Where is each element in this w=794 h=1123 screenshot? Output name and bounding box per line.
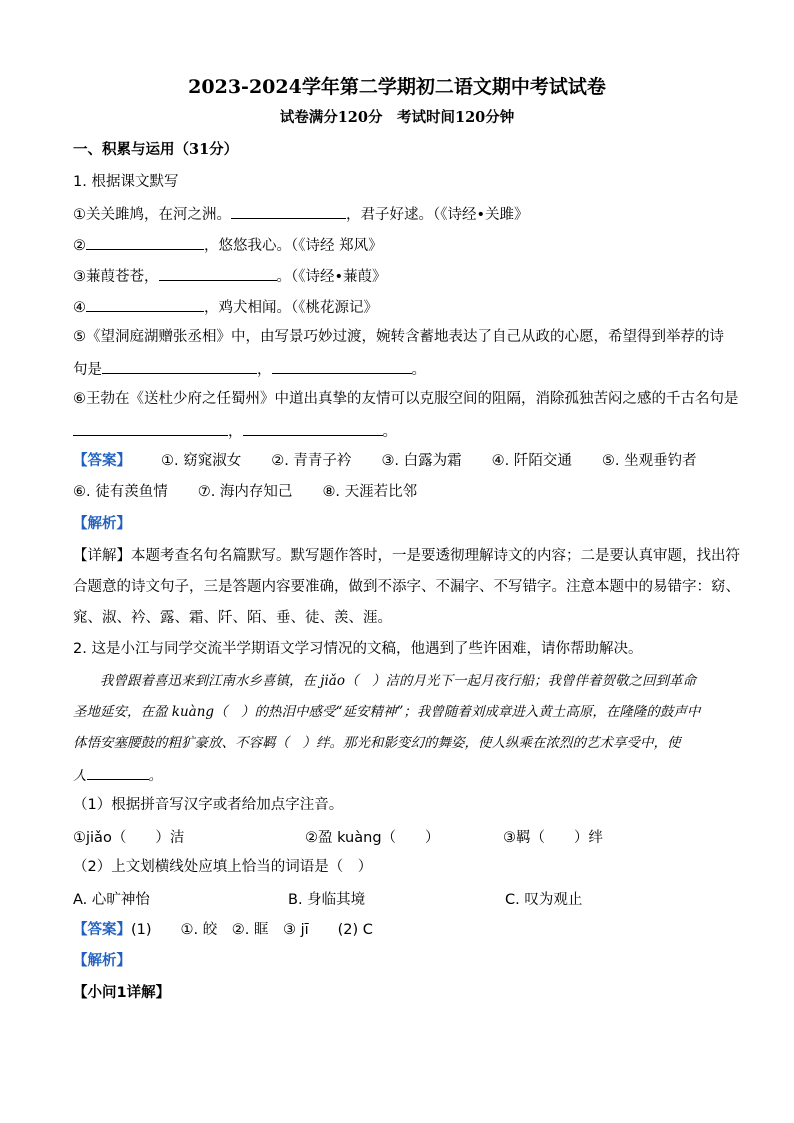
passage-line-1: 我曾跟着喜迅来到江南水乡喜镇，在 jiǎo（ ）洁的月光下一起月夜行船；我曾伴着贺敬之回到革命 — [100, 673, 696, 689]
answer-item: ③. 白露为霜 — [381, 453, 462, 469]
answer-item: ⑤. 坐观垂钓者 — [601, 453, 697, 469]
question-1-line-4: ④ ，鸡犬相闻。（《桃花源记》 — [73, 296, 378, 318]
question-1-line-6: ⑥王勃在《送杜少府之任蜀州》中道出真挚的友情可以克服空间的阻隔，消除孤独苦闷之感的千古名句是 — [73, 391, 739, 407]
question-1-line-5: ⑤《望洞庭湖赠张丞相》中，由写景巧妙过渡，婉转含蓄地表达了自己从政的心愿，希望得到举荐的诗 — [73, 329, 724, 345]
detail-line-3: 窕、淑、衿、露、霜、阡、陌、垂、徒、羡、涯。 — [73, 610, 392, 626]
sub-item-1: ①jiǎo（ ）洁 — [73, 830, 185, 846]
question-1-stem: 1. 根据课文默写 — [73, 174, 179, 190]
answer-item: ⑥. 徒有羡鱼情 — [73, 484, 168, 500]
section-heading: 一、积累与运用（31分） — [73, 141, 239, 158]
passage-line-3: 体悟安塞腰鼓的粗犷豪放、不容羁（ ）绊。那光和影变幻的舞姿，使人纵乘在浓烈的艺术享受中，使 — [73, 735, 681, 751]
page-subtitle: 试卷满分120分 考试时间120分钟 — [279, 109, 515, 126]
analysis-tag: 【解析】 — [73, 516, 131, 532]
answer-tag: 【答案】 — [73, 453, 131, 469]
answer-item: ⑧. 天涯若比邻 — [322, 484, 418, 500]
page-title: 2023-2024学年第二学期初二语文期中考试试卷 — [188, 76, 606, 98]
sub-item-3: ③羁（ ）绊 — [503, 830, 603, 846]
sub-question-1: （1）根据拼音写汉字或者给加点字注音。 — [73, 797, 344, 813]
detail-line-2: 合题意的诗文句子，三是答题内容要准确，做到不添字、不漏字、不写错字。注意本题中的易错字：窈、 — [73, 579, 740, 595]
question-2-stem: 2. 这是小江与同学交流半学期语文学习情况的文稿，他遇到了些许困难，请你帮助解决。 — [73, 641, 643, 657]
passage-line-2: 圣地延安，在盈 kuàng（ ）的热泪中感受“延安精神”；我曾随着刘成章进入黄土高原，在隆隆的鼓声中 — [73, 704, 701, 720]
fill-blank[interactable] — [102, 358, 257, 374]
question-1-line-6-cont: ， 。 — [73, 420, 397, 442]
answer-item: ④. 阡陌交通 — [491, 453, 572, 469]
sub-item-2: ②盈 kuàng（ ） — [305, 830, 440, 846]
question-1-line-1: ①关关雎鸠，在河之洲。 ，君子好逑。（《诗经•关雎》 — [73, 203, 529, 225]
option-a[interactable]: A. 心旷神怡 — [73, 892, 150, 908]
passage-line-4: 人 。 — [73, 764, 162, 786]
fill-blank[interactable] — [86, 234, 204, 250]
fill-blank[interactable] — [86, 296, 204, 312]
answer-text: (1) ①. 皎 ②. 眶 ③ jī (2) C — [131, 922, 373, 938]
fill-blank[interactable] — [243, 420, 383, 436]
answer-tag: 【答案】 — [73, 922, 131, 938]
question-1-line-2: ② ，悠悠我心。（《诗经 郑风》 — [73, 234, 383, 256]
answer-line-1 — [73, 451, 697, 471]
sub-question-2: （2）上文划横线处应填上恰当的词语是（ ） — [73, 859, 373, 875]
question-1-line-5-cont: 句是 ， 。 — [73, 358, 426, 380]
option-c[interactable]: C. 叹为观止 — [505, 892, 583, 908]
answer-item: ⑦. 海内存知己 — [197, 484, 293, 500]
option-b[interactable]: B. 身临其境 — [288, 892, 366, 908]
fill-blank[interactable] — [272, 358, 412, 374]
fill-blank[interactable] — [231, 203, 346, 219]
answer-item: ①. 窈窕淑女 — [161, 453, 242, 469]
detail-line-1: 【详解】本题考查名句名篇默写。默写题作答时，一是要透彻理解诗文的内容；二是要认真审题，找出符 — [73, 548, 740, 564]
question-1-line-3: ③蒹葭苍苍， 。（《诗经•蒹葭》 — [73, 265, 387, 287]
answer-item: ②. 青青子衿 — [271, 453, 352, 469]
analysis-tag: 【解析】 — [73, 953, 131, 969]
fill-blank[interactable] — [159, 265, 277, 281]
fill-blank[interactable] — [73, 420, 228, 436]
fill-blank[interactable] — [87, 764, 149, 780]
answer-line-2 — [73, 482, 417, 502]
answer-line-q2 — [73, 920, 373, 940]
small-question-detail-tag: 【小问1详解】 — [73, 985, 171, 1001]
